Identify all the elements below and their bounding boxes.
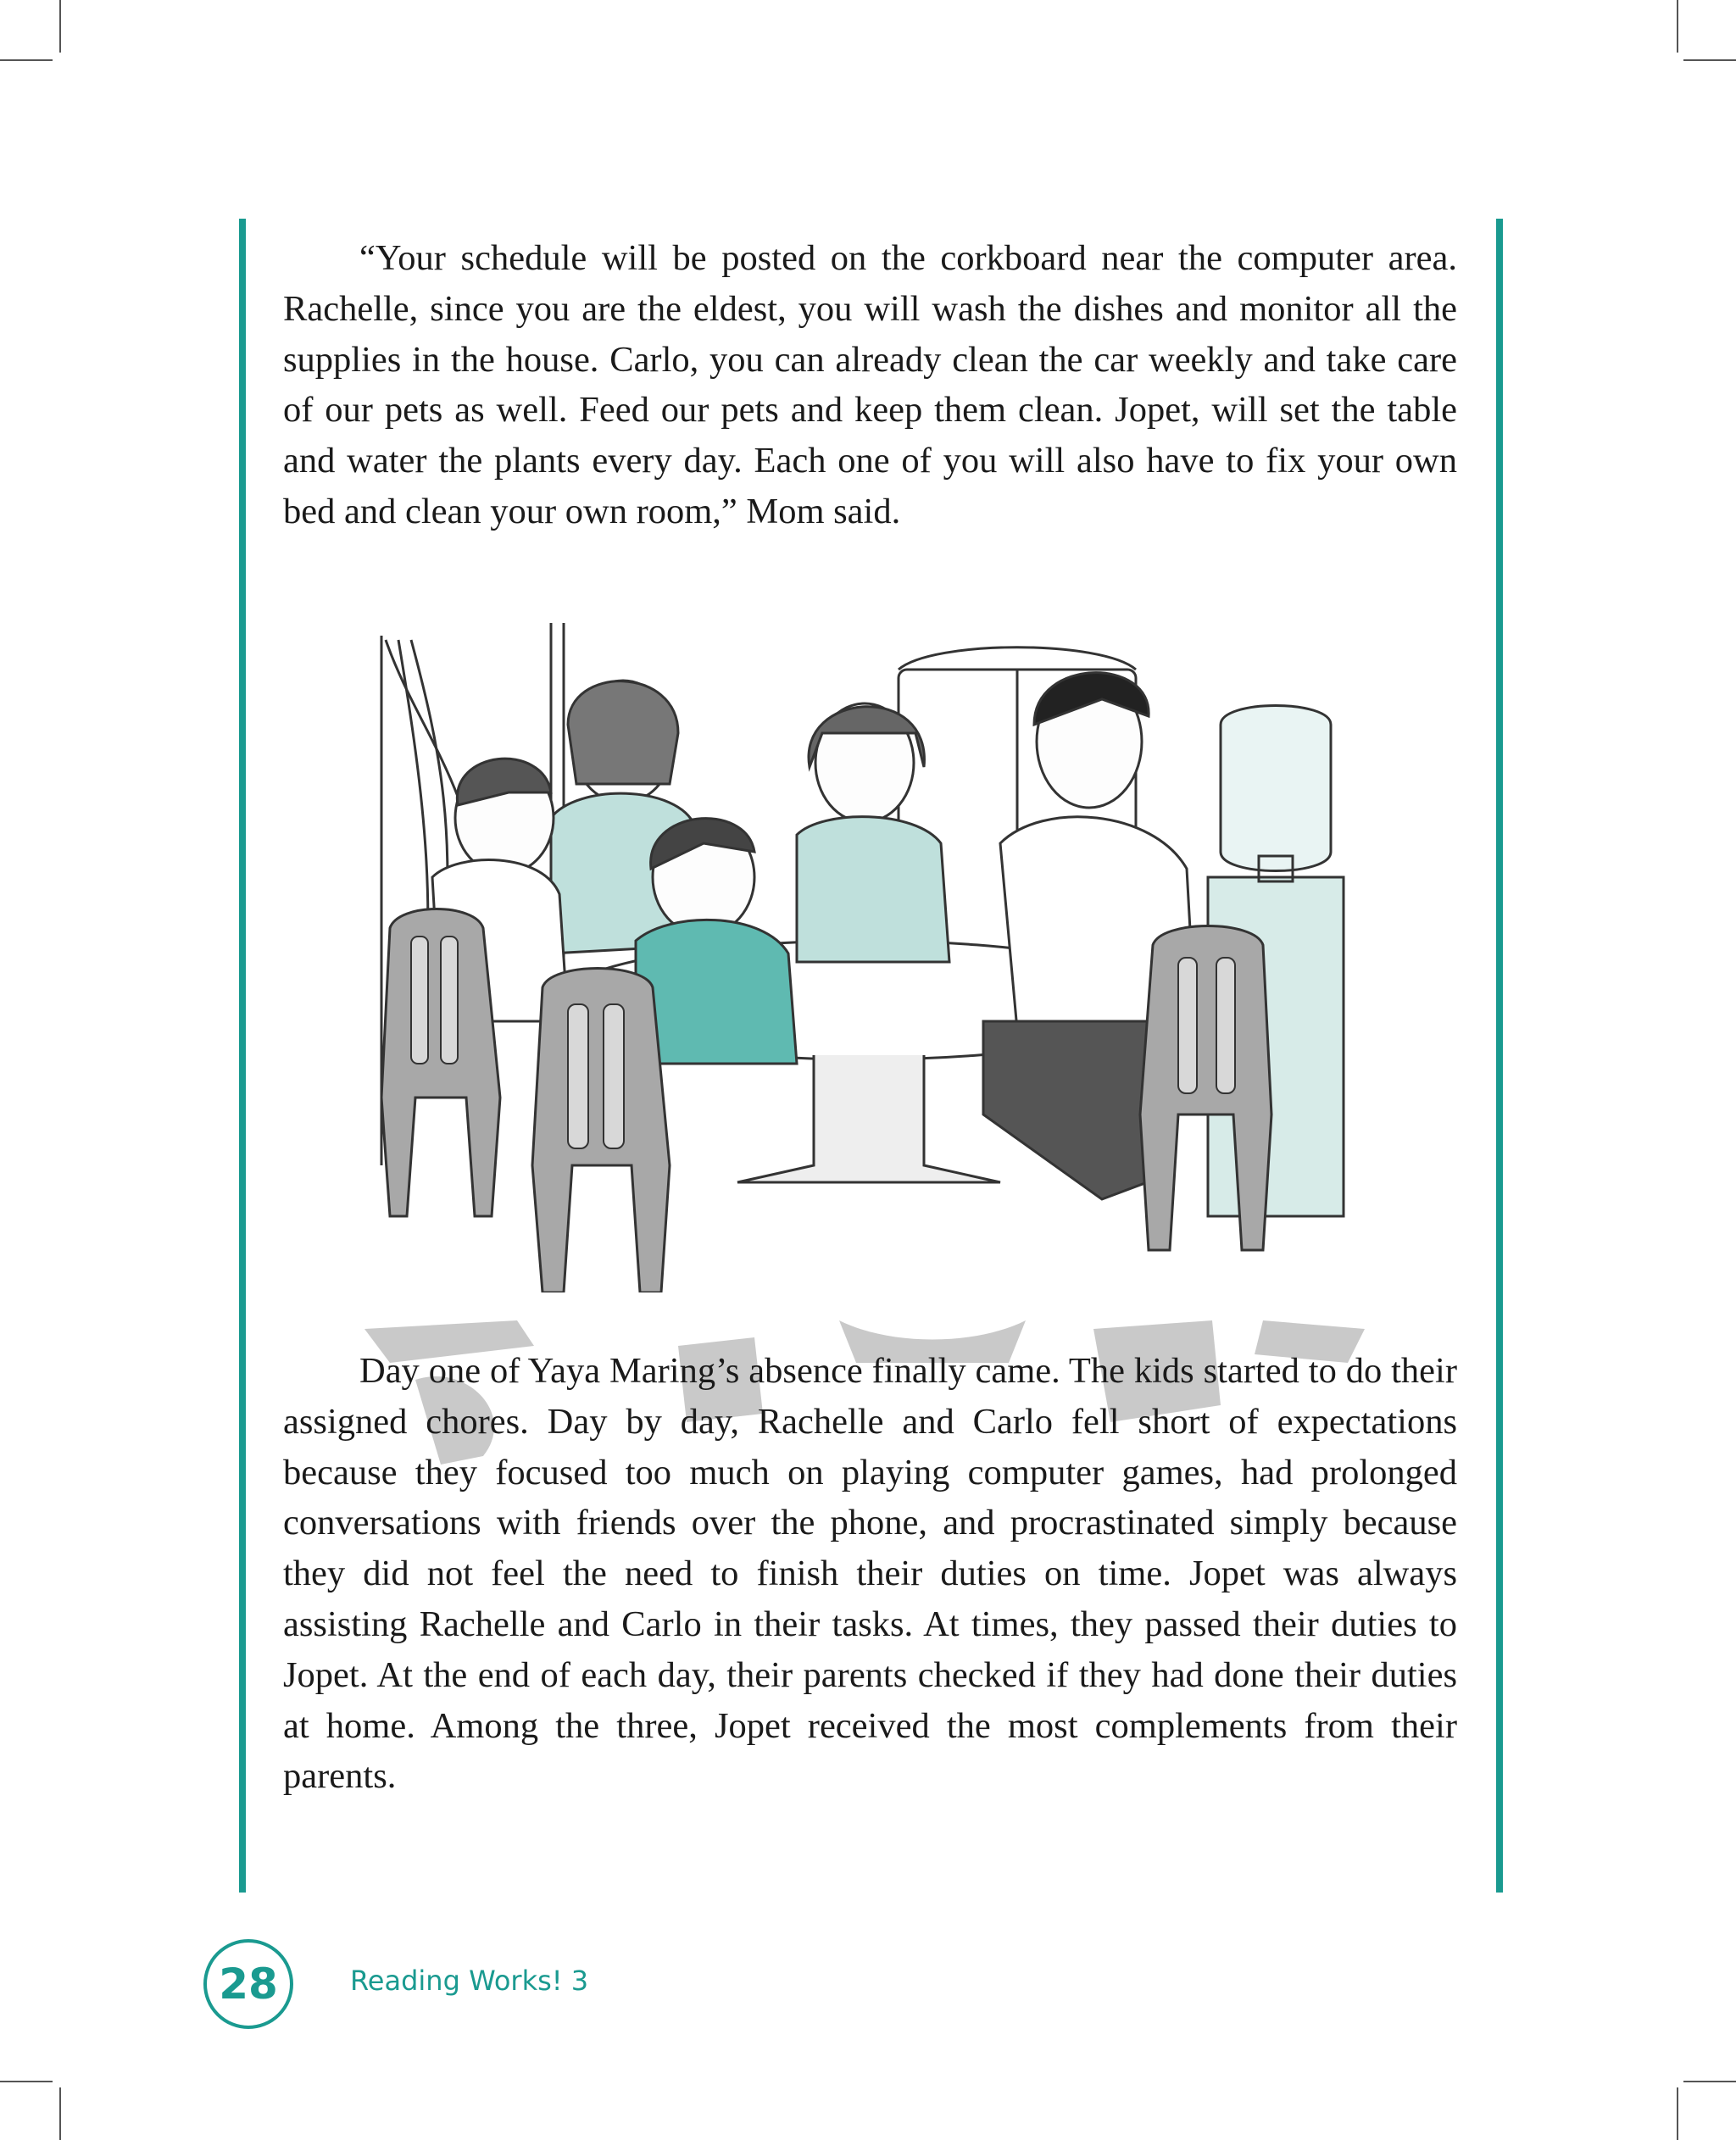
book-title: Reading Works! 3 — [350, 1965, 589, 1997]
crop-mark-br-h — [1683, 2081, 1736, 2082]
crop-mark-br-v — [1677, 2087, 1678, 2140]
crop-mark-tl-v — [59, 0, 61, 53]
crop-mark-bl-h — [0, 2081, 53, 2082]
crop-mark-bl-v — [59, 2087, 61, 2140]
right-accent-bar — [1496, 219, 1503, 1893]
left-accent-bar — [239, 219, 246, 1893]
page-number-badge: 28 — [203, 1939, 293, 2029]
crop-mark-tl-h — [0, 59, 53, 61]
crop-mark-tr-v — [1677, 0, 1678, 53]
crop-mark-tr-h — [1683, 59, 1736, 61]
family-dinner-illustration — [339, 623, 1390, 1292]
paragraph-absence: Day one of Yaya Maring’s absence finally came. The kids started to do their assigned chores. Day by day, Rachelle and Carlo fell short of expectations because they focused too much on playing computer games, had prolonged conversations with friends over the phone, and procrastinated simply because they did not feel the need to finish their duties on time. Jopet was always assisting Rachelle and Carlo in their tasks. At times, they passed their duties to Jopet. At the end of each day, their parents checked if they had done their duties at home. Among the three, Jopet received the most complements from their parents. — [283, 1351, 1457, 1797]
paragraph-schedule: “Your schedule will be posted on the corkboard near the computer area. Rachelle, since you are the eldest, you will wash the dishes and monitor all the supplies in the house. Carlo, you can already clean the car weekly and take care of our pets as well. Feed our pets and keep them clean. Jopet, will set the table and water the plants every day. Each one of you will also have to fix your own bed and clean your own room,” Mom said. — [283, 238, 1457, 531]
